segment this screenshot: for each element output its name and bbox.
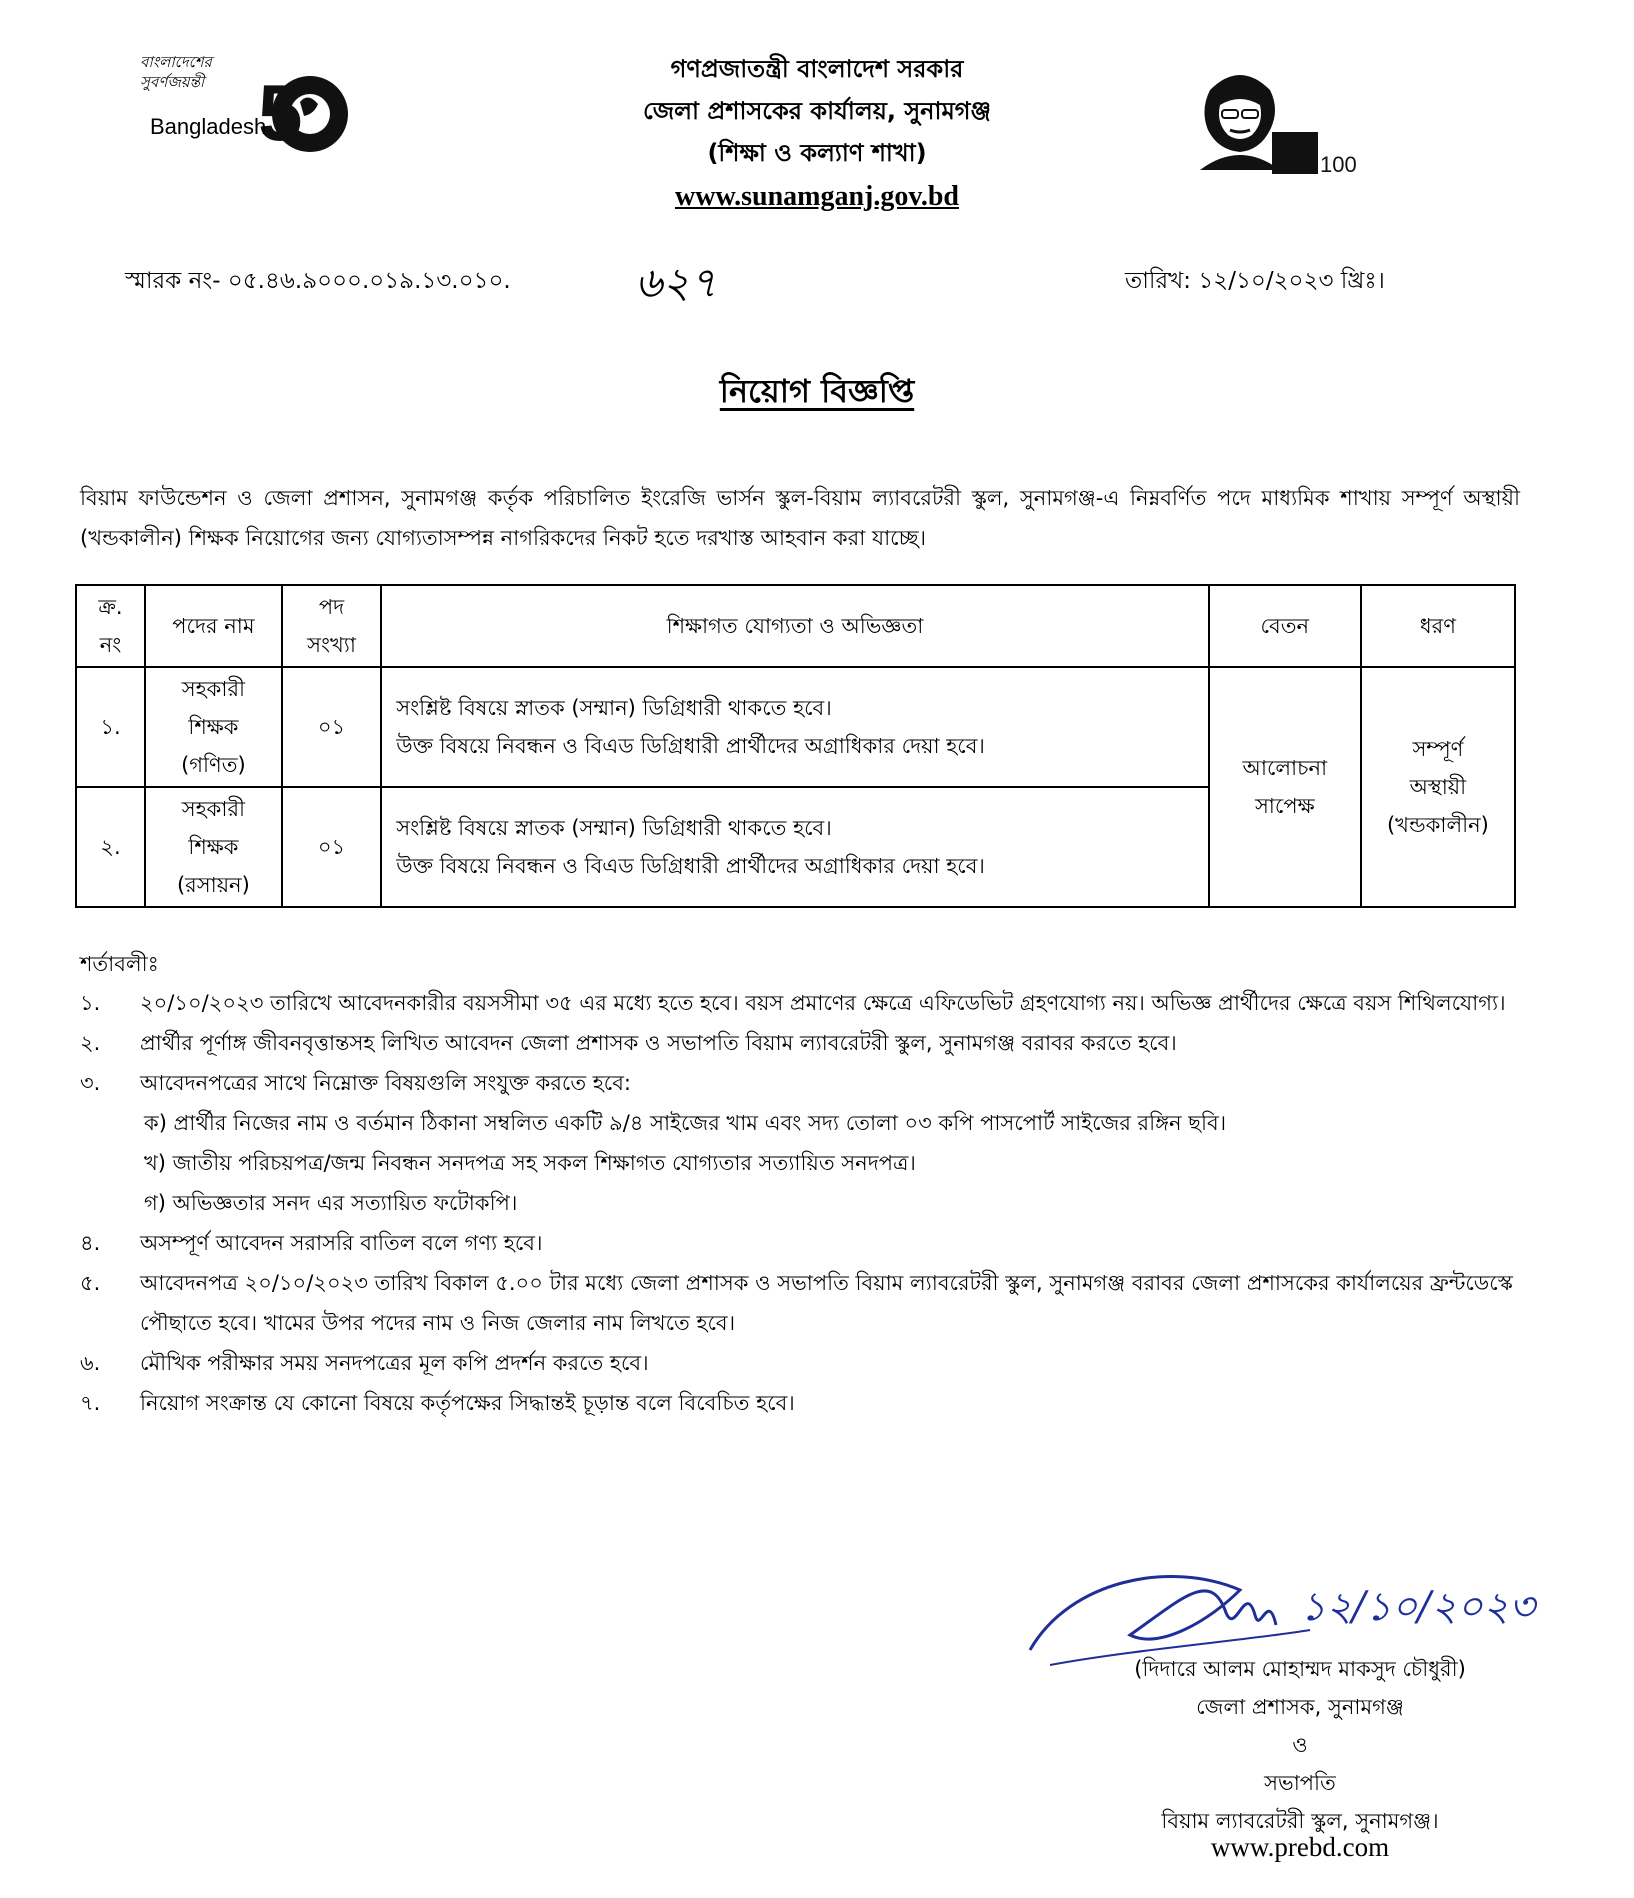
header-serial-line2: নং xyxy=(99,633,122,657)
cell-salary-line2: সাপেক্ষ xyxy=(1254,794,1315,818)
posts-table xyxy=(75,584,1516,908)
logo-brand: Bangladesh xyxy=(150,114,267,139)
header-count-line2: সংখ্যা xyxy=(307,633,356,657)
condition-number: ৪. xyxy=(80,1231,101,1255)
header-salary: বেতন xyxy=(1209,585,1361,667)
cell-post-line3: (গণিত) xyxy=(181,753,246,777)
header-post: পদের নাম xyxy=(145,585,282,667)
conditions-heading: শর্তাবলীঃ xyxy=(80,952,159,976)
header-qualification: শিক্ষাগত যোগ্যতা ও অভিজ্ঞতা xyxy=(381,585,1209,667)
condition-sub-item: ক) প্রার্থীর নিজের নাম ও বর্তমান ঠিকানা সম্বলিত একটি ৯/৪ সাইজের খাম এবং সদ্য তোলা ০৩ কপি পাসপোর্ট সাইজের রঙ্গিন ছবি। xyxy=(144,1111,1227,1135)
cell-post xyxy=(145,787,282,907)
cell-qualification xyxy=(381,787,1209,907)
cell-type-line3: (খন্ডকালীন) xyxy=(1386,813,1489,837)
letterhead xyxy=(417,48,1217,220)
list-item xyxy=(80,1063,1530,1103)
list-item xyxy=(80,1023,1530,1063)
header-line-branch: (শিক্ষা ও কল্যাণ শাখা) xyxy=(707,139,927,167)
condition-text: মৌখিক পরীক্ষার সময় সনদপত্রের মূল কপি প্রদর্শন করতে হবে। xyxy=(140,1351,649,1375)
condition-number: ৩. xyxy=(80,1071,101,1095)
condition-number: ৭. xyxy=(80,1391,101,1415)
cell-qualification-line1: সংশ্লিষ্ট বিষয়ে স্নাতক (সম্মান) ডিগ্রিধারী থাকতে হবে। xyxy=(396,696,832,720)
header-count-line1: পদ xyxy=(318,595,345,619)
condition-text: আবেদনপত্রের সাথে নিম্নোক্ত বিষয়গুলি সংযুক্ত করতে হবে: xyxy=(140,1071,631,1095)
cell-qualification xyxy=(381,667,1209,787)
header-count xyxy=(282,585,381,667)
list-item xyxy=(80,1223,1530,1263)
cell-type-line1: সম্পূর্ণ xyxy=(1412,737,1464,761)
condition-text: ২০/১০/২০২৩ তারিখে আবেদনকারীর বয়সসীমা ৩৫ এর মধ্যে হতে হবে। বয়স প্রমাণের ক্ষেত্রে এফিডেভিট গ্রহণযোগ্য নয়। অভিজ্ঞ প্রার্থীদের ক্ষেত্রে বয়স শিথিলযোগ্য। xyxy=(140,991,1506,1015)
memo-number: স্মারক নং- ০৫.৪৬.৯০০০.০১৯.১৩.০১০. xyxy=(125,268,511,294)
table-row xyxy=(76,667,1515,787)
cell-post-line2: শিক্ষক xyxy=(188,835,239,859)
header-website-link[interactable]: www.sunamganj.gov.bd xyxy=(675,181,959,212)
condition-sub-item: খ) জাতীয় পরিচয়পত্র/জন্ম নিবন্ধন সনদপত্র সহ সকল শিক্ষাগত যোগ্যতার সত্যায়িত সনদপত্র। xyxy=(144,1151,916,1175)
cell-serial: ২. xyxy=(76,787,145,907)
header-serial xyxy=(76,585,145,667)
page-title xyxy=(0,366,1634,420)
intro-paragraph: বিয়াম ফাউন্ডেশন ও জেলা প্রশাসন, সুনামগঞ্জ কর্তৃক পরিচালিত ইংরেজি ভার্সন স্কুল-বিয়াম ল্যাবরেটরী স্কুল, সুনামগঞ্জ-এ নিম্নবর্ণিত পদে মাধ্যমিক শাখায় সম্পূর্ণ অস্থায়ী (খন্ডকালীন) শিক্ষক নিয়োগের জন্য যোগ্যতাসম্পন্ন নাগরিকদের নিকট হতে দরখাস্ত আহবান করা যাচ্ছে। xyxy=(80,486,1520,550)
signatory-name: (দিদারে আলম মোহাম্মদ মাকসুদ চৌধুরী) xyxy=(1134,1657,1466,1681)
svg-text:5: 5 xyxy=(258,68,303,157)
cell-salary-line1: আলোচনা xyxy=(1242,756,1328,780)
condition-text: প্রার্থীর পূর্ণাঙ্গ জীবনবৃত্তান্তসহ লিখিত আবেদন জেলা প্রশাসক ও সভাপতি বিয়াম ল্যাবরেটরী স্কুল, সুনামগঞ্জ বরাবর করতে হবে। xyxy=(140,1031,1177,1055)
svg-text:100: 100 xyxy=(1320,152,1357,177)
page-title-text: নিয়োগ বিজ্ঞপ্তি xyxy=(719,372,915,410)
cell-serial: ১. xyxy=(76,667,145,787)
condition-number: ২. xyxy=(80,1031,101,1055)
signatory-designation: জেলা প্রশাসক, সুনামগঞ্জ xyxy=(1196,1695,1404,1719)
cell-type-line2: অস্থায়ী xyxy=(1409,775,1467,799)
condition-number: ৫. xyxy=(80,1271,101,1295)
list-item xyxy=(80,1343,1530,1383)
list-item xyxy=(80,983,1530,1023)
condition-number: ১. xyxy=(80,991,101,1015)
condition-sub-item: গ) অভিজ্ঞতার সনদ এর সত্যায়িত ফটোকপি। xyxy=(144,1191,518,1215)
cell-count: ০১ xyxy=(282,787,381,907)
signature-block xyxy=(1000,1650,1600,1840)
list-item xyxy=(80,1263,1530,1343)
header-serial-line1: ক্র. xyxy=(98,595,123,619)
header-type: ধরণ xyxy=(1361,585,1515,667)
cell-post-line1: সহকারী xyxy=(181,797,246,821)
memo-handwritten-number: ৬২৭ xyxy=(635,258,717,307)
table-header-row xyxy=(76,585,1515,667)
condition-text: আবেদনপত্র ২০/১০/২০২৩ তারিখ বিকাল ৫.০০ টার মধ্যে জেলা প্রশাসক ও সভাপতি বিয়াম ল্যাবরেটরী স্কুল, সুনামগঞ্জ বরাবর জেলা প্রশাসকের কার্যালয়ের ফ্রন্টডেস্কে পৌছাতে হবে। খামের উপর পদের নাম ও নিজ জেলার নাম লিখতে হবে। xyxy=(140,1271,1513,1335)
cell-salary xyxy=(1209,667,1361,907)
cell-count: ০১ xyxy=(282,667,381,787)
conditions-list xyxy=(80,983,1530,1423)
cell-qualification-line2: উক্ত বিষয়ে নিবন্ধন ও বিএড ডিগ্রিধারী প্রার্থীদের অগ্রাধিকার দেয়া হবে। xyxy=(396,734,985,758)
list-item xyxy=(80,1383,1530,1423)
signatory-and: ও xyxy=(1292,1733,1308,1757)
condition-text: নিয়োগ সংক্রান্ত যে কোনো বিষয়ে কর্তৃপক্ষের সিদ্ধান্তই চূড়ান্ত বলে বিবেচিত হবে। xyxy=(140,1391,795,1415)
signatory-school: বিয়াম ল্যাবরেটরী স্কুল, সুনামগঞ্জ। xyxy=(1161,1809,1439,1833)
cell-qualification-line2: উক্ত বিষয়ে নিবন্ধন ও বিএড ডিগ্রিধারী প্রার্থীদের অগ্রাধিকার দেয়া হবে। xyxy=(396,854,985,878)
signatory-role: সভাপতি xyxy=(1264,1771,1336,1795)
cell-post-line1: সহকারী xyxy=(181,677,246,701)
header-line-government: গণপ্রজাতন্ত্রী বাংলাদেশ সরকার xyxy=(670,55,964,83)
condition-text: অসম্পূর্ণ আবেদন সরাসরি বাতিল বলে গণ্য হবে। xyxy=(140,1231,543,1255)
cell-type xyxy=(1361,667,1515,907)
condition-number: ৬. xyxy=(80,1351,101,1375)
logo-text-line2: সুবর্ণজয়ন্তী xyxy=(140,73,205,91)
bangladesh-50-logo xyxy=(140,52,365,162)
header-line-office: জেলা প্রশাসকের কার্যালয়, সুনামগঞ্জ xyxy=(642,97,992,125)
signature-date: ১২/১০/২০২৩ xyxy=(1300,1584,1535,1630)
memo-date: তারিখ: ১২/১০/২০২৩ খ্রিঃ। xyxy=(1125,268,1385,294)
footer-website-link[interactable]: www.prebd.com xyxy=(1210,1832,1390,1862)
cell-qualification-line1: সংশ্লিষ্ট বিষয়ে স্নাতক (সম্মান) ডিগ্রিধারী থাকতে হবে। xyxy=(396,816,832,840)
cell-post xyxy=(145,667,282,787)
cell-post-line3: (রসায়ন) xyxy=(176,873,250,897)
cell-post-line2: শিক্ষক xyxy=(188,715,239,739)
logo-text-line1: বাংলাদেশের xyxy=(140,53,212,71)
